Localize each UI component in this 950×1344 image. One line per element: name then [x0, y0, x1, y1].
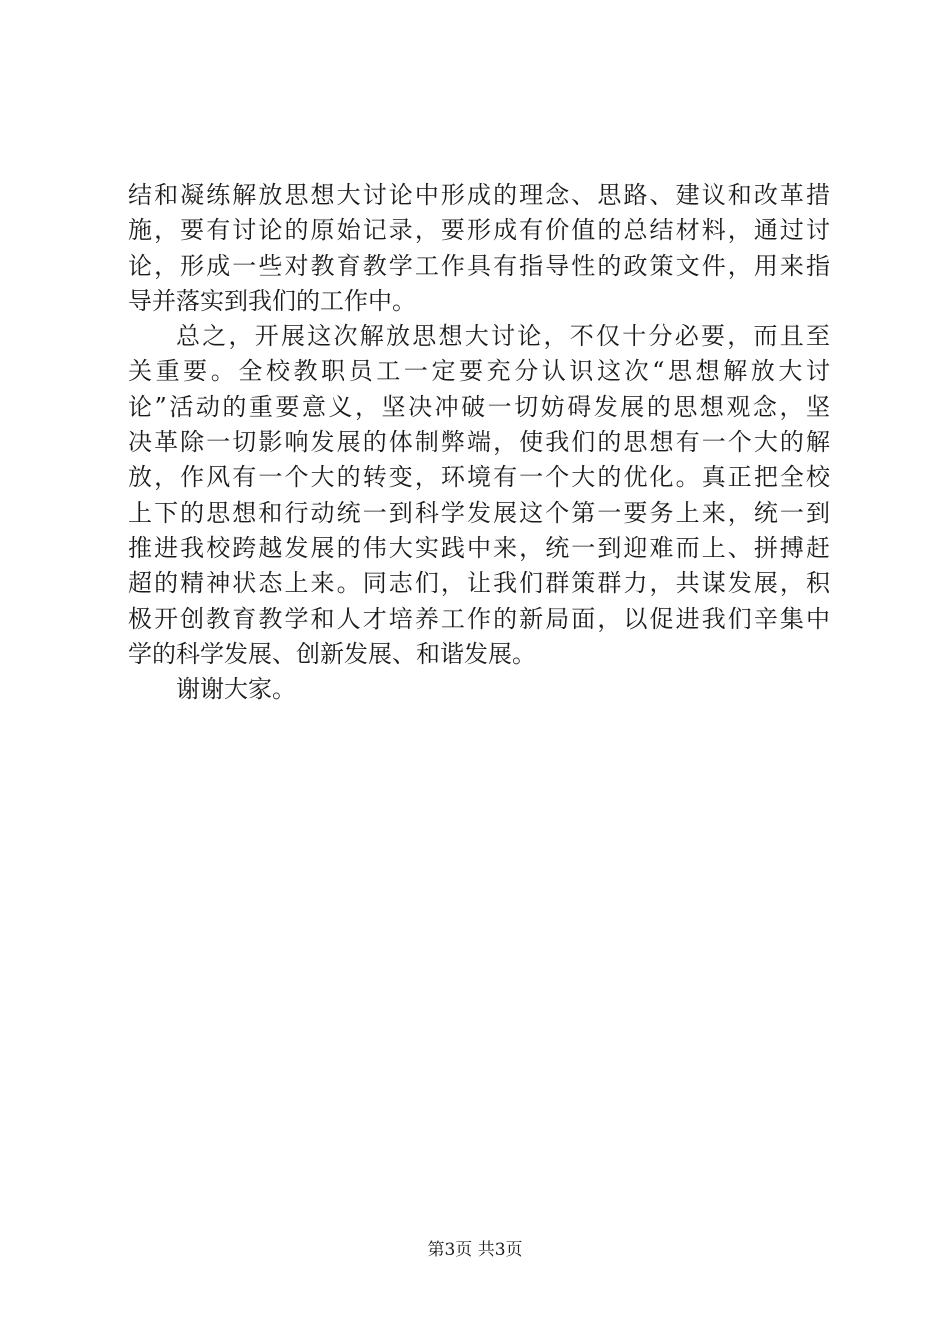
- text-line: 上下的思想和行动统一到科学发展这个第一要务上来，统一到: [128, 498, 830, 527]
- text-line: 谢谢大家。: [176, 675, 296, 704]
- text-line: 放，作风有一个大的转变，环境有一个大的优化。真正把全校: [128, 463, 830, 492]
- text-line: 推进我校跨越发展的伟大实践中来，统一到迎难而上、拼搏赶: [128, 533, 830, 562]
- text-line: 导并落实到我们的工作中。: [128, 286, 416, 315]
- text-line: 关重要。全校教职员工一定要充分认识这次“思想解放大讨: [128, 357, 830, 386]
- text-line: 决革除一切影响发展的体制弊端，使我们的思想有一个大的解: [128, 428, 830, 457]
- text-line: 极开创教育教学和人才培养工作的新局面，以促进我们辛集中: [128, 604, 830, 633]
- text-line: 论，形成一些对教育教学工作具有指导性的政策文件，用来指: [128, 251, 830, 280]
- text-line: 施，要有讨论的原始记录，要形成有价值的总结材料，通过讨: [128, 216, 830, 245]
- text-line: 学的科学发展、创新发展、和谐发展。: [128, 639, 536, 668]
- text-line: 总之，开展这次解放思想大讨论，不仅十分必要，而且至: [176, 322, 830, 351]
- body-text: [128, 178, 830, 707]
- page-footer: 第3页 共3页: [427, 1240, 523, 1260]
- text-line: 结和凝练解放思想大讨论中形成的理念、思路、建议和改革措: [128, 181, 830, 209]
- text-line: 超的精神状态上来。同志们，让我们群策群力，共谋发展，积: [128, 569, 830, 598]
- text-line: 论”活动的重要意义，坚决冲破一切妨碍发展的思想观念，坚: [128, 392, 830, 421]
